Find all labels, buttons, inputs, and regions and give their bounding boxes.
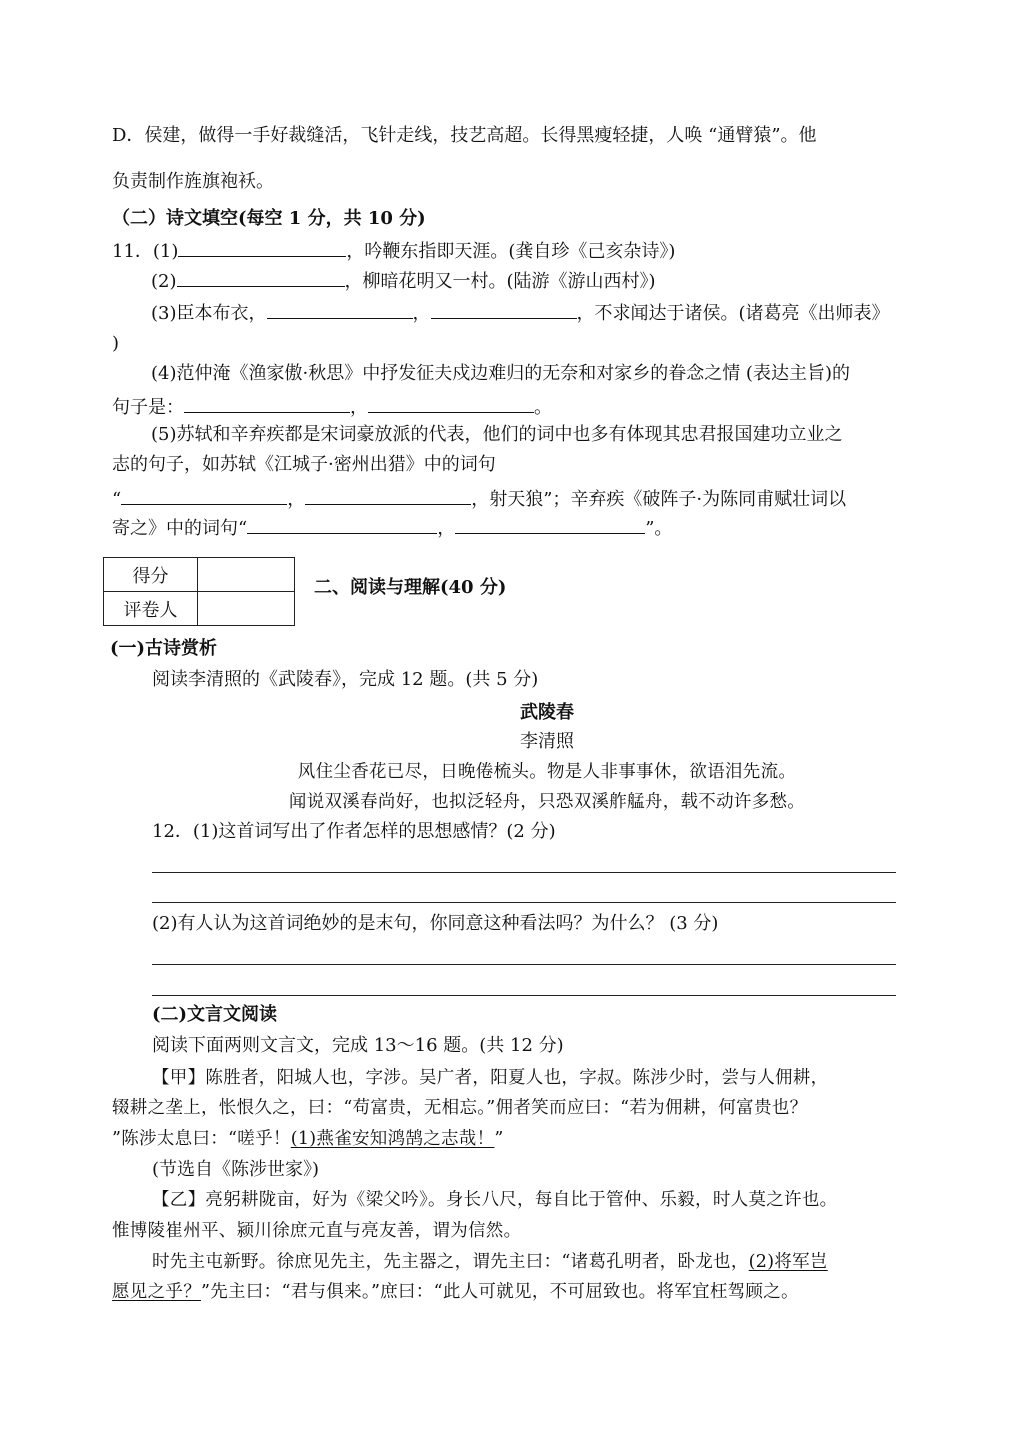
q11-item1-text: ，吟鞭东指即天涯。(龚自珍《己亥杂诗》) <box>346 241 676 262</box>
q11-item2 <box>151 268 656 294</box>
q11-item5-sep: ， <box>287 489 306 510</box>
answer-blank[interactable] <box>184 394 350 413</box>
q11-item3-text: ，不求闻达于诸侯。(诸葛亮《出师表》 <box>576 303 890 324</box>
q11-item4-label: 句子是： <box>112 397 184 418</box>
q11-item4-sep: ， <box>350 397 368 418</box>
q11-item1 <box>112 238 675 264</box>
classical-section-intro: 阅读下面两则文言文，完成 13～16 题。(共 12 分) <box>152 1035 564 1056</box>
grader-cell[interactable] <box>198 592 295 626</box>
yi-line-3-text: 时先主屯新野。徐庶见先主，先主器之，谓先主曰：“诸葛孔明者，卧龙也， <box>152 1252 749 1272</box>
answer-blank[interactable] <box>368 394 534 413</box>
jia-line-1: 【甲】陈胜者，阳城人也，字涉。吴广者，阳夏人也，字叔。陈涉少时，尝与人佣耕， <box>152 1068 829 1088</box>
reading-section-heading: 二、阅读与理解(40 分) <box>314 577 507 598</box>
answer-line[interactable] <box>152 872 896 873</box>
q11-item3-wrap: ) <box>112 333 120 354</box>
yi-line-3 <box>152 1250 828 1274</box>
poem-line-1: 风住尘香花已尽，日晚倦梳头。物是人非事事休，欲语泪先流。 <box>297 762 797 782</box>
q12-part1: 12．(1)这首词写出了作者怎样的思想感情？(2 分) <box>152 821 556 842</box>
q11-item5-line4-label: 寄之》中的词句“ <box>112 518 248 539</box>
jia-line-2: 辍耕之垄上，怅恨久之，曰：“苟富贵，无相忘。”佣者笑而应曰：“若为佣耕，何富贵也？ <box>112 1098 808 1118</box>
score-cell[interactable] <box>198 558 295 592</box>
score-label: 得分 <box>104 558 198 592</box>
answer-blank[interactable] <box>178 238 346 257</box>
jia-line-3 <box>112 1127 504 1151</box>
q10-option-d-line1: D．侯建，做得一手好裁缝活，飞针走线，技艺高超。长得黑瘦轻捷，人唤 “通臂猿”。他 <box>112 125 817 146</box>
answer-blank[interactable] <box>177 268 345 287</box>
jia-line-3-text: ”陈涉太息曰：“嗟乎！ <box>112 1129 291 1149</box>
yi-line-2: 惟博陵崔州平、颍川徐庶元直与亮友善，谓为信然。 <box>112 1221 522 1241</box>
q11-item1-label: (1) <box>152 241 179 262</box>
q11-item5-line4-end: ”。 <box>645 518 673 539</box>
answer-line[interactable] <box>152 995 896 996</box>
q11-item5-quote-open: “ <box>112 489 122 510</box>
answer-blank[interactable] <box>267 300 413 319</box>
q11-item3-label: (3)臣本布衣， <box>151 303 267 324</box>
q11-item4-line1: (4)范仲淹《渔家傲·秋思》中抒发征夫戍边难归的无奈和对家乡的眷念之情 (表达主旨)的 <box>151 363 850 384</box>
poem-line-2: 闻说双溪春尚好，也拟泛轻舟，只恐双溪舴艋舟，载不动许多愁。 <box>288 792 806 812</box>
answer-blank[interactable] <box>121 486 287 505</box>
yi-line-4 <box>112 1280 799 1304</box>
q11-item2-text: ，柳暗花明又一村。(陆游《游山西村》) <box>344 271 656 292</box>
q10-option-d-line2: 负责制作旌旗袍袄。 <box>112 171 274 192</box>
yi-line-4-text: ”先主曰：“君与俱来。”庶曰：“此人可就见，不可屈致也。将军宜枉驾顾之。 <box>201 1282 799 1302</box>
q11-item3 <box>151 300 890 326</box>
q12-part2: (2)有人认为这首词绝妙的是末句，你同意这种看法吗？为什么？ (3 分) <box>152 913 719 934</box>
answer-line[interactable] <box>152 964 896 965</box>
poem-section-heading: (一)古诗赏析 <box>110 638 218 659</box>
score-table <box>103 557 295 626</box>
poem-section-intro: 阅读李清照的《武陵春》，完成 12 题。(共 5 分) <box>152 669 539 690</box>
answer-blank[interactable] <box>431 300 577 319</box>
q11-item2-label: (2) <box>151 271 177 292</box>
jia-line-3-end: ” <box>494 1129 504 1149</box>
classical-section-heading: (二)文言文阅读 <box>152 1004 278 1025</box>
poem-author: 李清照 <box>520 731 574 752</box>
answer-blank[interactable] <box>455 515 645 534</box>
yi-line-1: 【乙】亮躬耕陇亩，好为《梁父吟》。身长八尺，每自比于管仲、乐毅，时人莫之许也。 <box>152 1190 838 1210</box>
q11-item5-line4 <box>112 515 672 541</box>
grader-label: 评卷人 <box>104 592 198 626</box>
q11-item5-text: ，射天狼”；辛弃疾《破阵子·为陈同甫赋壮词以 <box>471 489 847 510</box>
jia-underlined-sentence-1: (1)燕雀安知鸿鹄之志哉！ <box>290 1129 495 1149</box>
q11-item5-line4-sep: ， <box>437 518 456 539</box>
answer-line[interactable] <box>152 902 896 903</box>
yi-underlined-sentence-2-part2: 愿见之乎？ <box>112 1282 201 1302</box>
jia-source: (节选自《陈涉世家》) <box>152 1159 320 1180</box>
answer-blank[interactable] <box>247 515 437 534</box>
answer-blank[interactable] <box>305 486 471 505</box>
q11-item5-line3 <box>112 486 846 512</box>
q11-number: 11． <box>112 241 153 262</box>
q11-item5-line2: 志的句子，如苏轼《江城子·密州出猎》中的词句 <box>112 454 496 475</box>
poem-title: 武陵春 <box>520 702 574 723</box>
yi-underlined-sentence-2-part1: (2)将军岂 <box>748 1252 828 1272</box>
q11-item4-line2 <box>112 394 552 420</box>
q11-item3-sep: ， <box>412 303 431 324</box>
poetry-fill-heading: （二）诗文填空(每空 1 分，共 10 分) <box>112 208 426 229</box>
q11-item5-line1: (5)苏轼和辛弃疾都是宋词豪放派的代表，他们的词中也多有体现其忠君报国建功立业之 <box>151 424 843 445</box>
q11-item4-end: 。 <box>534 397 552 418</box>
